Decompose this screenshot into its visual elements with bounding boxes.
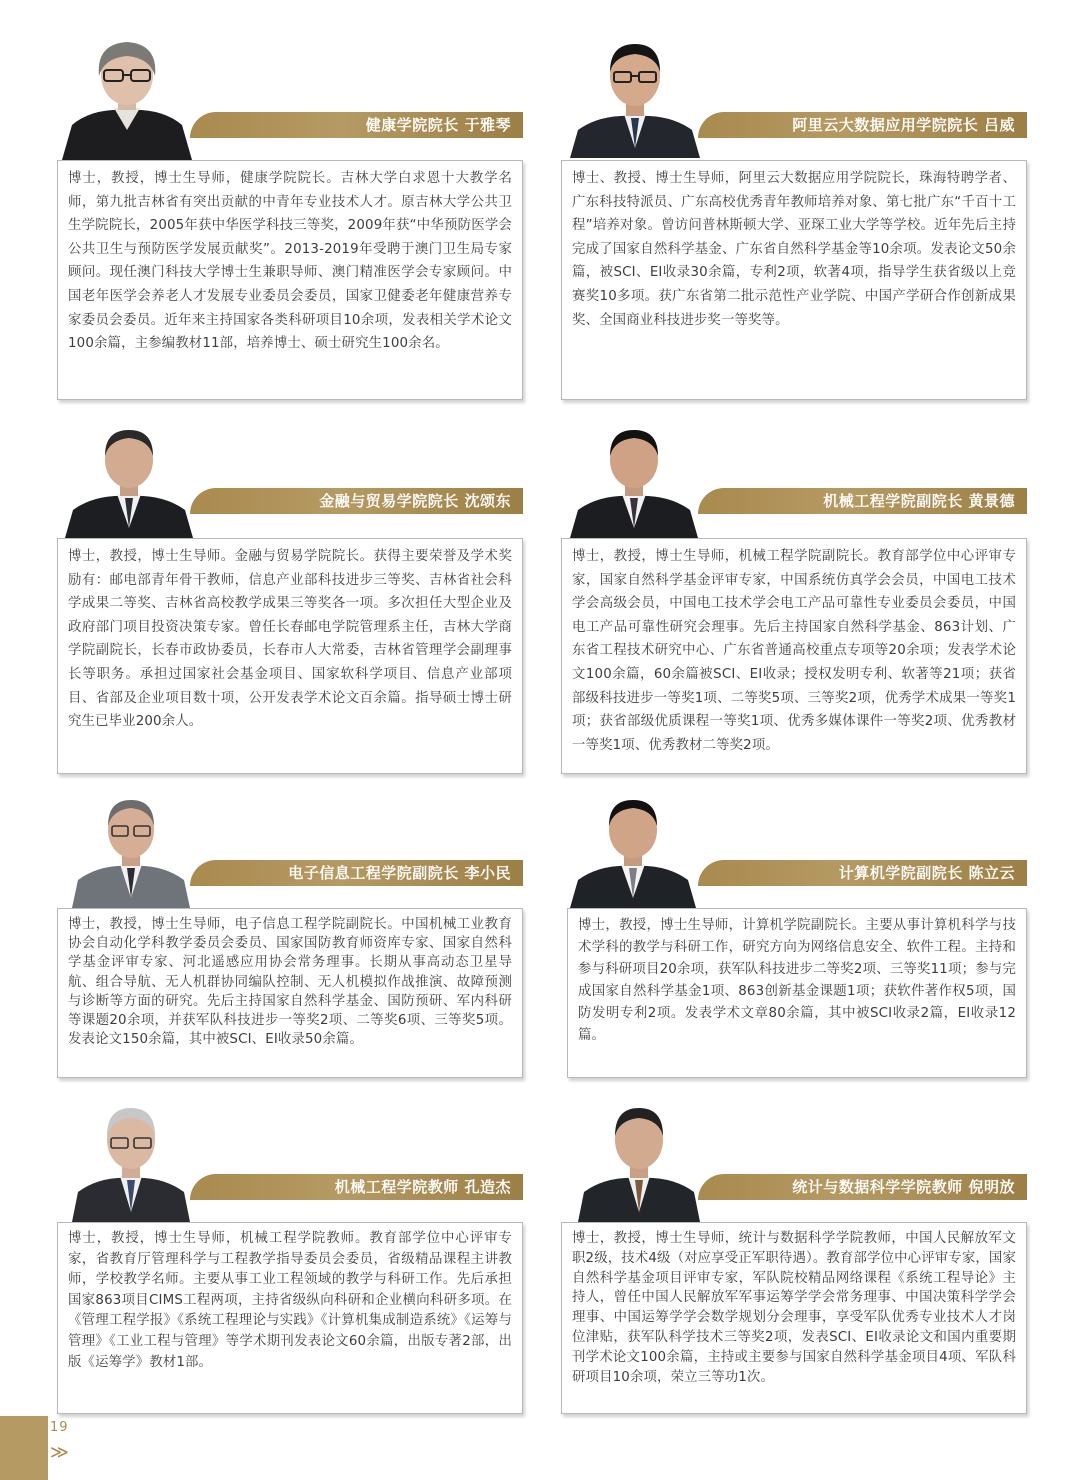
profile-title-banner: 健康学院院长 于雅琴 xyxy=(190,112,523,138)
profile-bio-card xyxy=(561,160,1027,400)
profile-bio: 博士，教授，博士生导师，统计与数据科学学院教师，中国人民解放军文职2级，技术4级（对应享受正军职待遇）。教育部学位中心评审专家，国家自然科学基金项目评审专家，军队院校精品网络课程《系统工程导论》主持人，曾任中国人民解放军军事运筹学学会常务理事、中国决策科学学会理事、中国运筹学学会数学规划分会理事，享受军队优秀专业技术人才岗位津贴，获军队科学技术三等奖2项，发表SCI、EI收录论文和国内重要期刊学术论文100余篇，主持或主要参与国家自然科学基金项目4项、军队科研项目10余项，荣立三等功1次。 xyxy=(572,1231,1016,1385)
profile-bio: 博士，教授，博士生导师，机械工程学院教师。教育部学位中心评审专家，省教育厅管理科学与工程教学指导委员会委员，省级精品课程主讲教师，学校教学名师。主要从事工业工程领域的教学与科研工作。先后承担国家863项目CIMS工程两项，主持省级纵向科研和企业横向科研多项。在《管理工程学报》《系统工程理论与实践》《计算机集成制造系统》《运筹与管理》《工业工程与管理》等学术期刊发表论文60余篇，出版专著2部，出版《运筹学》教材1部。 xyxy=(68,1231,512,1370)
profile-bio-card xyxy=(57,160,523,400)
portrait-photo xyxy=(570,420,698,538)
profile-bio: 博士、教授、博士生导师，阿里云大数据应用学院院长，珠海特聘学者、广东科技特派员、广东高校优秀青年教师培养对象、第七批广东“千百十工程”培养对象。曾访问普林斯顿大学、亚琛工业大学等学校。近年先后主持完成了国家自然科学基金、广东省自然科学基金等10余项。发表论文50余篇，被SCI、EI收录30余篇，专利2项，软著4项，指导学生获省级以上竞赛奖10多项。获广东省第二批示范性产业学院、中国产学研合作创新成果奖、全国商业科技进步奖一等奖等。 xyxy=(572,171,1016,328)
profile-bio-card xyxy=(561,1222,1027,1414)
page-corner-tab xyxy=(0,1416,48,1480)
profile-bio: 博士，教授，博士生导师，计算机学院副院长。主要从事计算机科学与技术学科的教学与科研工作，研究方向为网络信息安全、软件工程。主持和参与科研项目20余项，获军队科技进步二等奖2项、三等奖11项；参与完成国家自然科学基金1项、863创新基金课题1项；获软件著作权5项，国防发明专利2项。发表学术文章80余篇，其中被SCI收录2篇，EI收录12篇。 xyxy=(578,918,1016,1043)
portrait-photo xyxy=(65,420,193,538)
profile-title-banner: 电子信息工程学院副院长 李小民 xyxy=(190,860,523,886)
chevron-right-icon: ≫ xyxy=(50,1442,66,1463)
portrait-photo xyxy=(72,1098,190,1222)
profile-title-banner: 阿里云大数据应用学院院长 吕威 xyxy=(698,112,1027,138)
profile-bio: 博士，教授，博士生导师，健康学院院长。吉林大学白求恩十大教学名师，第九批吉林省有突出贡献的中青年专业技术人才。原吉林大学公共卫生学院院长，2005年获中华医学科技三等奖，2009年获“中华预防医学会公共卫生与预防医学发展贡献奖”。2013-2019年受聘于澳门卫生局专家顾问。现任澳门科技大学博士生兼职导师、澳门精准医学会专家顾问。中国老年医学会养老人才发展专业委员会委员，国家卫健委老年健康营养专家委员会委员。近年来主持国家各类科研项目10余项，发表相关学术论文100余篇，主参编教材11部，培养博士、硕士研究生100余名。 xyxy=(68,171,512,352)
portrait-photo xyxy=(72,790,190,908)
profile-bio-card xyxy=(561,538,1027,774)
portrait-photo xyxy=(570,30,700,158)
portrait-photo xyxy=(578,1098,700,1222)
profile-title-banner: 机械工程学院副院长 黄景德 xyxy=(698,488,1027,514)
profile-bio: 博士，教授，博士生导师，电子信息工程学院副院长。中国机械工业教育协会自动化学科教学委员会委员、国家国防教育师资库专家、国家自然科学基金评审专家、河北遥感应用协会常务理事。长期从事高动态卫星导航、组合导航、无人机群协同编队控制、无人机模拟作战推演、故障预测与诊断等方面的研究。先后主持国家自然科学基金、国防预研、军内科研等课题20余项，并获军队科技进步一等奖2项、二等奖6项、三等奖5项。发表论文150余篇，其中被SCI、EI收录50余篇。 xyxy=(68,917,512,1048)
profile-bio: 博士，教授，博士生导师。金融与贸易学院院长。获得主要荣誉及学术奖励有：邮电部青年骨干教师，信息产业部科技进步三等奖、吉林省社会科学成果二等奖、吉林省高校教学成果三等奖各一项。多次担任大型企业及政府部门项目投资决策专家。曾任长春邮电学院管理系主任，吉林大学商学院副院长，长春市政协委员，长春市人大常委，吉林省管理学会副理事长等职务。承担过国家社会基金项目、国家软科学项目、信息产业部项目、省部及企业项目数十项，公开发表学术论文百余篇。指导硕士博士研究生已毕业200余人。 xyxy=(68,549,512,730)
profile-bio-card xyxy=(57,538,523,774)
profile-title-banner: 计算机学院副院长 陈立云 xyxy=(698,860,1027,886)
profile-title-banner: 统计与数据科学学院教师 倪明放 xyxy=(698,1174,1027,1200)
profile-title-banner: 机械工程学院教师 孔造杰 xyxy=(190,1174,523,1200)
portrait-photo xyxy=(570,790,696,908)
profile-bio-card xyxy=(567,908,1027,1078)
profile-bio: 博士，教授，博士生导师，机械工程学院副院长。教育部学位中心评审专家，国家自然科学基金评审专家，中国系统仿真学会会员，中国电工技术学会高级会员，中国电工技术学会电工产品可靠性专业委员会委员，中国电工产品可靠性研究会理事。先后主持国家自然科学基金、863计划、广东省工程技术研究中心、广东省普通高校重点专项等20余项；发表学术论文100余篇，60余篇被SCI、EI收录；授权发明专利、软著等21项；获省部级科技进步一等奖1项、二等奖5项、三等奖2项，优秀学术成果一等奖1项；获省部级优质课程一等奖1项、优秀多媒体课件一等奖2项、优秀教材一等奖1项、优秀教材二等奖2项。 xyxy=(572,549,1016,753)
profile-bio-card xyxy=(57,908,523,1078)
portrait-photo xyxy=(62,30,192,160)
profile-title-banner: 金融与贸易学院院长 沈颂东 xyxy=(190,488,523,514)
page-number: 19 xyxy=(50,1420,69,1435)
profile-bio-card xyxy=(57,1222,523,1414)
